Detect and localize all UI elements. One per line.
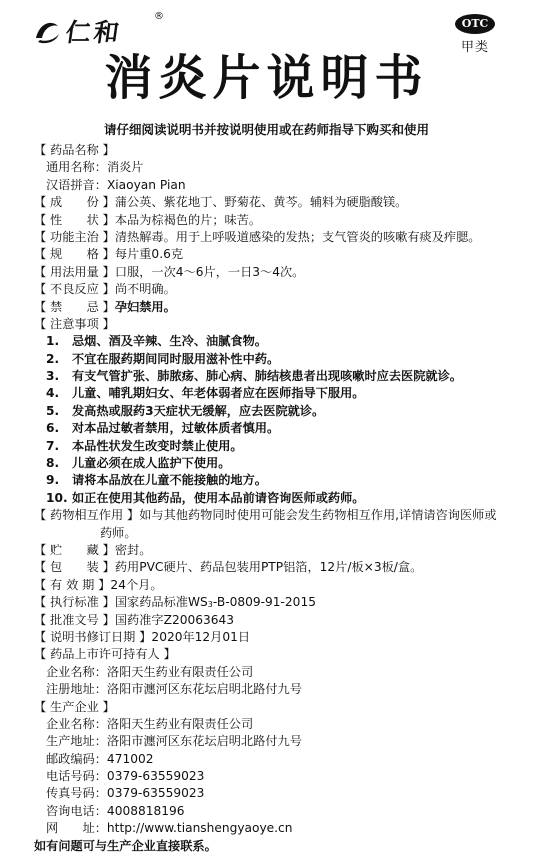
otc-badge: OTC <box>455 14 495 34</box>
generic-name-value: 消炎片 <box>106 160 144 175</box>
precaution-number: 10. <box>46 490 68 505</box>
document-title: 消炎片说明书 <box>104 50 429 106</box>
precaution-item <box>34 472 513 489</box>
ingredients-row: 【 成 份 】蒲公英、紫花地丁、野菊花、黄芩。辅料为硬脂酸镁。 <box>34 195 408 210</box>
precaution-number: 6. <box>46 421 60 436</box>
specification-row: 【 规 格 】每片重0.6克 <box>34 247 184 262</box>
precaution-number: 1. <box>46 334 60 349</box>
phone: 电话号码：0379-63559023 <box>46 769 205 784</box>
document-subtitle: 请仔细阅读说明书并按说明使用或在药师指导下购买和使用 <box>103 122 429 137</box>
manufacturer-heading: 【 生产企业 】 <box>34 699 115 714</box>
adverse-reactions-row: 【 不良反应 】尚不明确。 <box>34 282 176 297</box>
generic-name-label: 通用名称： <box>46 160 107 175</box>
dosage-row: 【 用法用量 】口服，一次4～6片，一日3～4次。 <box>34 264 305 279</box>
brand-name: 仁和 <box>63 18 124 47</box>
precaution-number: 5. <box>46 403 60 418</box>
precaution-item <box>34 490 513 507</box>
precaution-item <box>34 455 513 472</box>
interactions-heading: 【 药物相互作用 】 <box>34 508 140 523</box>
fax: 传真号码：0379-63559023 <box>46 786 205 801</box>
precaution-number: 3. <box>46 369 60 384</box>
precaution-text: 有支气管扩张、肺脓疡、肺心病、肺结核患者出现咳嗽时应去医院就诊。 <box>72 369 462 384</box>
manufacturer-name: 企业名称：洛阳天生药业有限责任公司 <box>46 716 254 731</box>
precaution-item <box>34 351 513 368</box>
otc-class-label: 甲类 <box>460 40 489 55</box>
precautions-heading: 【 注意事项 】 <box>34 316 115 331</box>
precaution-item <box>34 420 513 437</box>
storage-row: 【 贮 藏 】密封。 <box>34 542 152 557</box>
precaution-item <box>34 438 513 455</box>
interactions-continuation: 药师。 <box>100 525 137 540</box>
contraindications-row <box>34 299 513 316</box>
postcode: 邮政编码：471002 <box>46 751 154 766</box>
manufacturer-address: 生产地址：洛阳市瀍河区东花坛启明北路付九号 <box>46 734 302 749</box>
pinyin-value: Xiaoyan Pian <box>106 177 186 192</box>
validity-row: 【 有 效 期 】24个月。 <box>34 577 163 592</box>
precaution-text: 本品性状发生改变时禁止使用。 <box>72 438 243 453</box>
contraindications-value: 孕妇禁用。 <box>114 299 176 314</box>
brand-logo <box>32 11 164 48</box>
indications-row: 【 功能主治 】清热解毒。用于上呼吸道感染的发热；支气管炎的咳嗽有痰及痄腮。 <box>34 229 481 244</box>
precaution-text: 对本品过敏者禁用，过敏体质者慎用。 <box>72 421 280 436</box>
hotline: 咨询电话：4008818196 <box>46 803 185 818</box>
precaution-number: 9. <box>46 473 60 488</box>
properties-row: 【 性 状 】本品为棕褐色的片；味苦。 <box>34 212 262 227</box>
drug-name-heading: 【 药品名称 】 <box>34 143 115 157</box>
precaution-text: 请将本品放在儿童不能接触的地方。 <box>72 473 267 488</box>
precaution-text: 如正在使用其他药品，使用本品前请咨询医师或药师。 <box>72 490 365 505</box>
standard-suffix: -B-0809-91-2015 <box>212 595 316 610</box>
precaution-number: 7. <box>46 438 60 453</box>
otc-marker <box>451 14 499 55</box>
standard-prefix: 【 执行标准 】国家药品标准WS <box>34 595 208 610</box>
revision-row: 【 说明书修订日期 】2020年12月01日 <box>34 629 251 644</box>
pinyin-label: 汉语拼音： <box>46 177 107 192</box>
precaution-item <box>34 368 513 385</box>
precaution-item <box>34 403 513 420</box>
footer-note: 如有问题可与生产企业直接联系。 <box>34 838 217 853</box>
website: 网 址：http://www.tianshengyaoye.cn <box>46 821 293 836</box>
precaution-text: 忌烟、酒及辛辣、生冷、油腻食物。 <box>72 334 267 349</box>
precaution-number: 2. <box>46 351 60 366</box>
precaution-text: 不宜在服药期间同时服用滋补性中药。 <box>72 351 280 366</box>
packaging-row: 【 包 装 】药用PVC硬片、药品包装用PTP铝箔，12片/板×3板/盒。 <box>34 560 423 575</box>
precaution-number: 8. <box>46 456 60 471</box>
generic-name-row <box>34 159 513 176</box>
mah-name: 企业名称：洛阳天生药业有限责任公司 <box>46 664 254 679</box>
precaution-number: 4. <box>46 386 60 401</box>
precaution-text: 儿童、哺乳期妇女、年老体弱者应在医师指导下服用。 <box>72 386 365 401</box>
interactions-row <box>34 507 513 524</box>
registered-mark: ® <box>154 11 164 22</box>
standard-subscript: 3 <box>207 600 213 610</box>
interactions-text: 如与其他药物同时使用可能会发生药物相互作用,详情请咨询医师或 <box>139 508 497 523</box>
standard-row <box>34 594 513 611</box>
mah-address: 注册地址：洛阳市瀍河区东花坛启明北路付九号 <box>46 682 302 697</box>
pinyin-row <box>34 177 513 194</box>
mah-heading: 【 药品上市许可持有人 】 <box>34 647 176 662</box>
leaflet-body <box>34 142 513 855</box>
precaution-item <box>34 385 513 402</box>
precaution-text: 儿童必须在成人监护下使用。 <box>72 456 231 471</box>
precaution-text: 发高热或服药3天症状无缓解，应去医院就诊。 <box>72 403 325 418</box>
brand-mark-icon <box>32 16 62 46</box>
contraindications-heading: 【 禁 忌 】 <box>34 299 115 314</box>
approval-row: 【 批准文号 】国药准字Z20063643 <box>34 612 235 627</box>
precaution-item <box>34 333 513 350</box>
precautions-list <box>34 333 513 507</box>
